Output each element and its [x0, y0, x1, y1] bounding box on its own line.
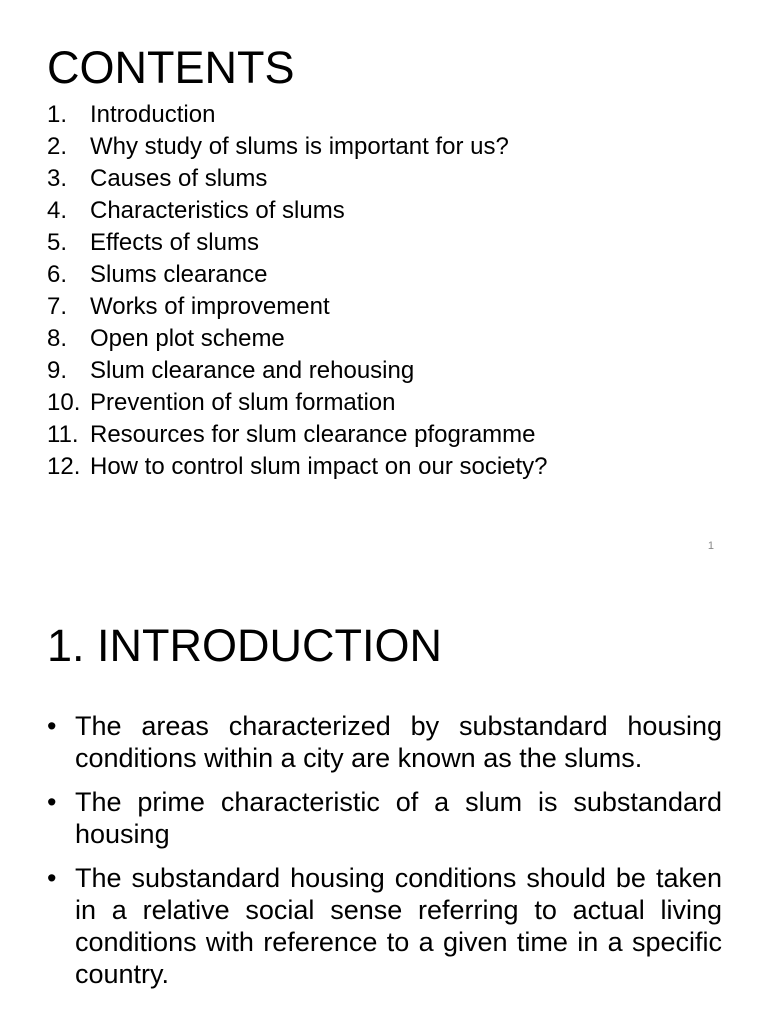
contents-item-label: Characteristics of slums	[90, 197, 345, 224]
contents-item-number: 10.	[47, 389, 81, 416]
contents-item-number: 6.	[47, 261, 68, 288]
contents-item-number: 4.	[47, 197, 68, 224]
contents-item-label: Effects of slums	[90, 229, 259, 256]
bullet-item	[47, 710, 722, 774]
bullet-point-icon: •	[47, 863, 57, 893]
contents-item-label: Why study of slums is important for us?	[90, 133, 509, 160]
contents-item-label: Slums clearance	[90, 261, 268, 288]
bullet-point-icon: •	[47, 787, 57, 817]
contents-item-label: Resources for slum clearance pfogramme	[90, 421, 536, 448]
bullet-text: The substandard housing conditions should be taken in a relative social sense referring to actual living conditions with reference to a given time in a specific country.	[75, 863, 722, 989]
introduction-bullet-list	[47, 710, 722, 1002]
contents-item-label: How to control slum impact on our society?	[90, 453, 548, 480]
contents-item-prevention	[47, 387, 548, 419]
contents-item-number: 9.	[47, 357, 68, 384]
contents-item-number: 2.	[47, 133, 68, 160]
contents-item-causes	[47, 163, 548, 195]
contents-item-rehousing	[47, 355, 548, 387]
contents-item-label: Prevention of slum formation	[90, 389, 396, 416]
contents-item-clearance	[47, 259, 548, 291]
contents-item-introduction	[47, 99, 548, 131]
contents-item-number: 5.	[47, 229, 68, 256]
introduction-title: 1. INTRODUCTION	[47, 620, 443, 671]
contents-item-why-study	[47, 131, 548, 163]
contents-item-characteristics	[47, 195, 548, 227]
contents-item-number: 11.	[47, 421, 79, 448]
bullet-point-icon: •	[47, 711, 57, 741]
contents-item-label: Open plot scheme	[90, 325, 285, 352]
bullet-text: The prime characteristic of a slum is substandard housing	[75, 787, 722, 849]
introduction-slide	[0, 576, 768, 1024]
contents-item-number: 7.	[47, 293, 68, 320]
contents-item-number: 12.	[47, 453, 81, 480]
bullet-item	[47, 862, 722, 990]
contents-item-number: 8.	[47, 325, 68, 352]
slide-number: 1	[707, 540, 714, 552]
contents-item-number: 3.	[47, 165, 68, 192]
contents-list	[47, 99, 548, 483]
contents-title: CONTENTS	[47, 42, 295, 93]
contents-item-label: Introduction	[90, 101, 216, 128]
contents-item-number: 1.	[47, 101, 68, 128]
contents-item-label: Slum clearance and rehousing	[90, 357, 415, 384]
bullet-text: The areas characterized by substandard housing conditions within a city are known as the slums.	[75, 711, 722, 773]
contents-item-control	[47, 451, 548, 483]
contents-item-resources	[47, 419, 548, 451]
contents-item-open-plot	[47, 323, 548, 355]
contents-item-label: Works of improvement	[90, 293, 330, 320]
contents-item-improvement	[47, 291, 548, 323]
bullet-item	[47, 786, 722, 850]
contents-item-effects	[47, 227, 548, 259]
contents-item-label: Causes of slums	[90, 165, 268, 192]
